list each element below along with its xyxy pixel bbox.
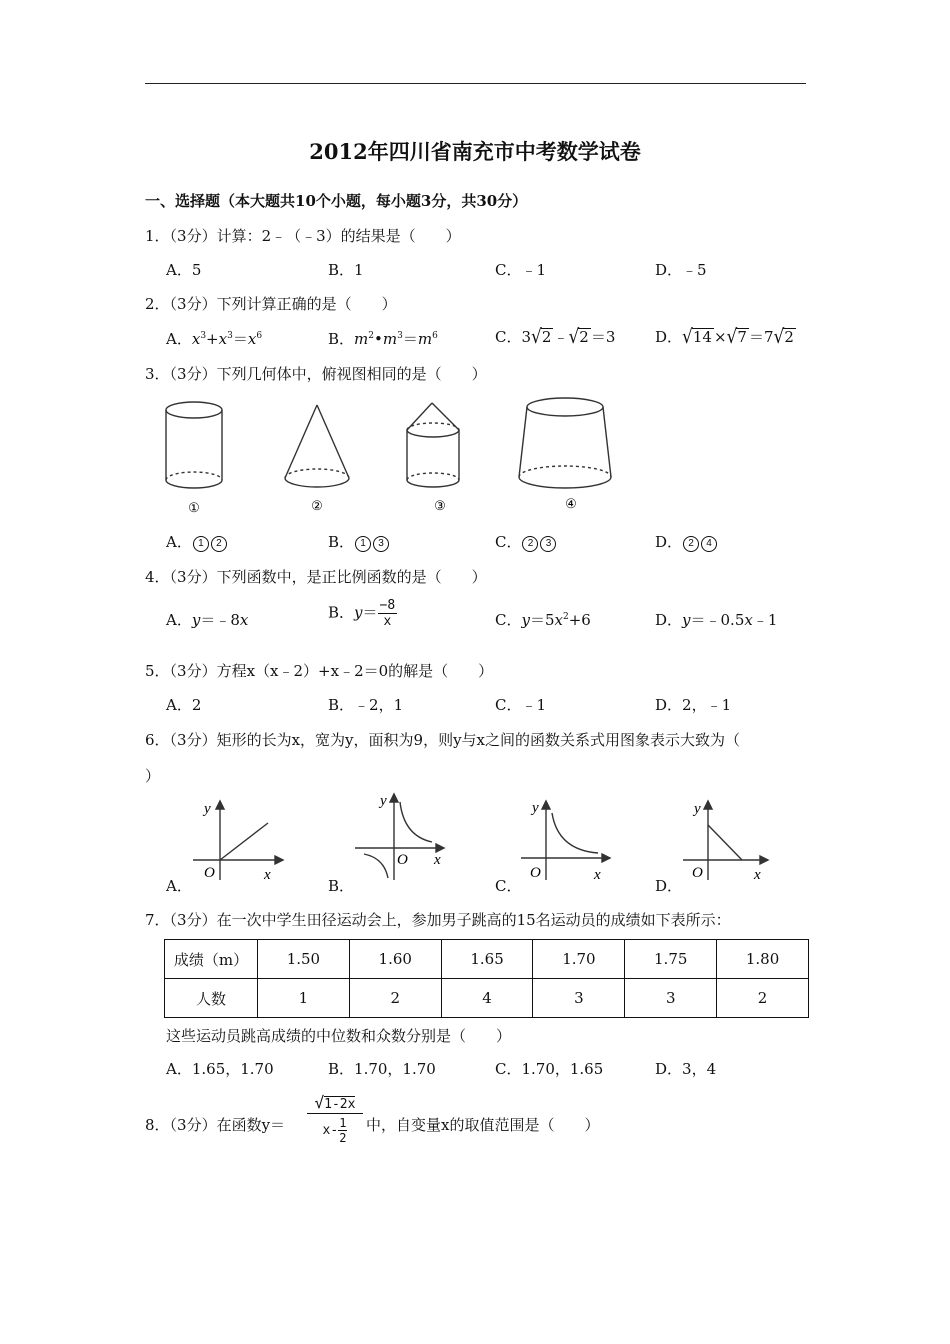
section-heading: 一、选择题（本大题共10个小题，每小题3分，共30分） — [145, 192, 528, 210]
page-title: 2012年四川省南充市中考数学试卷 — [309, 139, 641, 164]
q3-option-b[interactable]: B． 1 3 — [328, 531, 390, 552]
question-3: 3．（3分）下列几何体中，俯视图相同的是（ ） — [145, 365, 487, 383]
top-rule — [145, 83, 806, 84]
q6-option-c[interactable]: C． — [495, 877, 522, 895]
question-2: 2．（3分）下列计算正确的是（ ） — [145, 295, 397, 313]
q2-option-c[interactable]: C．3√2 ﹣√2 ＝3 — [495, 325, 616, 349]
q6-option-b[interactable]: B． — [328, 877, 355, 895]
svg-text:x: x — [264, 867, 271, 883]
table-cell: 2 — [717, 979, 809, 1018]
svg-text:O: O — [397, 852, 408, 868]
scores-table — [164, 939, 809, 1018]
question-4: 4．（3分）下列函数中，是正比例函数的是（ ） — [145, 568, 487, 586]
graph-c — [518, 795, 618, 885]
q1-option-a[interactable]: A．5 — [166, 261, 202, 279]
cylinder-cone-figure — [407, 403, 459, 487]
table-row — [165, 979, 809, 1018]
q3-option-d[interactable]: D． 2 4 — [655, 531, 718, 552]
q4-option-d[interactable]: D．y＝﹣0.5x﹣1 — [655, 611, 778, 629]
q3-option-c[interactable]: C． 2 3 — [495, 531, 557, 552]
q3-option-a[interactable]: A． 1 2 — [166, 531, 228, 552]
q2-option-d[interactable]: D．√14 ×√7 ＝7√2 — [655, 325, 794, 349]
cone-figure — [285, 405, 349, 487]
question-1: 1．（3分）计算：2﹣（﹣3）的结果是（ ） — [145, 227, 461, 245]
table-cell: 1.65 — [441, 940, 533, 979]
svg-text:x: x — [434, 852, 441, 868]
q7-option-d[interactable]: D．3，4 — [655, 1060, 717, 1078]
q4-option-a[interactable]: A．y＝﹣8x — [166, 611, 249, 629]
table-cell: 1 — [258, 979, 350, 1018]
q6-option-d[interactable]: D． — [655, 877, 683, 895]
question-5: 5．（3分）方程x（x﹣2）+x﹣2＝0的解是（ ） — [145, 662, 494, 680]
table-cell: 2 — [349, 979, 441, 1018]
solid-label-2: ② — [311, 498, 323, 513]
question-8-suffix: 中，自变量x的取值范围是（ ） — [366, 1116, 600, 1134]
q6-option-a[interactable]: A． — [166, 877, 192, 895]
table-cell: 3 — [533, 979, 625, 1018]
table-header-row — [165, 940, 809, 979]
q2-option-b[interactable]: B．$m^2•m^3=m^6$ — [328, 330, 438, 348]
q5-option-b[interactable]: B．﹣2，1 — [328, 696, 404, 714]
q5-option-c[interactable]: C．﹣1 — [495, 696, 547, 714]
table-cell: 人数 — [165, 979, 258, 1018]
q1-option-d[interactable]: D．﹣5 — [655, 261, 707, 279]
q5-option-d[interactable]: D．2，﹣1 — [655, 696, 732, 714]
svg-text:O: O — [530, 865, 541, 881]
svg-text:y: y — [204, 801, 211, 817]
graph-d — [680, 795, 780, 885]
table-cell: 1.80 — [717, 940, 809, 979]
svg-text:y: y — [380, 793, 387, 809]
table-cell: 3 — [625, 979, 717, 1018]
q1-option-c[interactable]: C．﹣1 — [495, 261, 547, 279]
table-cell: 4 — [441, 979, 533, 1018]
question-6-close: ） — [145, 767, 161, 785]
table-cell: 1.50 — [258, 940, 350, 979]
table-cell: 1.75 — [625, 940, 717, 979]
svg-text:y: y — [694, 801, 701, 817]
q5-option-a[interactable]: A．2 — [166, 696, 202, 714]
q4-option-b[interactable]: B．y＝ $\frac{-8}{x}$ — [328, 598, 396, 629]
q7-option-c[interactable]: C．1.70，1.65 — [495, 1060, 604, 1078]
svg-text:O: O — [692, 865, 703, 881]
graph-b — [352, 788, 452, 883]
question-7-prompt: 这些运动员跳高成绩的中位数和众数分别是（ ） — [166, 1027, 512, 1045]
svg-text:y: y — [532, 800, 539, 816]
q7-option-b[interactable]: B．1.70，1.70 — [328, 1060, 436, 1078]
question-6: 6．（3分）矩形的长为x，宽为y，面积为9，则y与x之间的函数关系式用图象表示大致为（ — [145, 731, 741, 749]
svg-text:O: O — [204, 865, 215, 881]
svg-text:x: x — [754, 867, 761, 883]
q2-option-a[interactable]: A．$x^3+x^3=x^6$ — [166, 330, 263, 348]
q8-fraction: √1-2x x- 1 2 — [307, 1093, 363, 1145]
cylinder-figure — [166, 402, 222, 488]
question-8-prefix: 8．（3分）在函数y＝ — [145, 1116, 286, 1134]
q1-option-b[interactable]: B．1 — [328, 261, 364, 279]
q4-option-c[interactable]: C．$y=5x^2+6$ — [495, 611, 591, 629]
svg-text:x: x — [594, 867, 601, 883]
q7-option-a[interactable]: A．1.65，1.70 — [166, 1060, 274, 1078]
question-7: 7．（3分）在一次中学生田径运动会上，参加男子跳高的15名运动员的成绩如下表所示： — [145, 911, 731, 929]
table-cell: 成绩（m） — [165, 940, 258, 979]
table-cell: 1.70 — [533, 940, 625, 979]
solid-label-3: ③ — [434, 498, 446, 513]
table-cell: 1.60 — [349, 940, 441, 979]
solid-label-4: ④ — [565, 496, 577, 511]
graph-a — [188, 795, 288, 885]
solids-figure — [160, 395, 630, 520]
solid-label-1: ① — [188, 500, 200, 515]
frustum-figure — [519, 398, 611, 488]
